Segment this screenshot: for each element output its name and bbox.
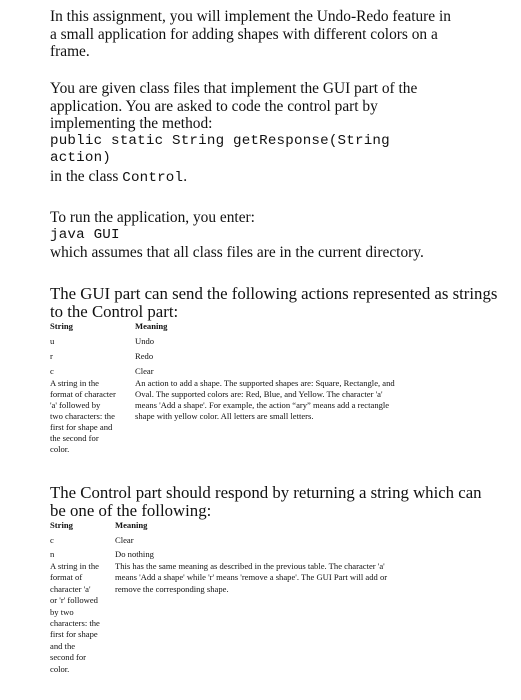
actions-col-meaning: Meaning xyxy=(135,321,168,331)
method-signature-cont: action) xyxy=(50,150,111,166)
desc-line: A string in the xyxy=(50,561,99,571)
responses-col-string: String xyxy=(50,520,73,530)
actions-col-string: String xyxy=(50,321,73,331)
actions-row-meaning: Redo xyxy=(135,351,154,361)
actions-row-string: c xyxy=(50,366,54,376)
intro-line: In this assignment, you will implement the Undo-Redo feature in xyxy=(50,8,451,25)
responses-col-meaning: Meaning xyxy=(115,520,148,530)
desc-line: the second for xyxy=(50,433,99,443)
responses-row-meaning: Do nothing xyxy=(115,549,154,559)
desc-line: or 'r' followed xyxy=(50,595,98,606)
desc-line: first for shape and xyxy=(50,422,113,432)
desc-line: characters: the xyxy=(50,618,100,629)
desc-line: Oval. The supported colors are: Red, Blue, and Yellow. The character 'a' xyxy=(135,389,383,399)
desc-line: and the xyxy=(50,640,76,651)
desc-line: remove the corresponding shape. xyxy=(115,583,229,594)
class-prefix: in the class xyxy=(50,167,123,185)
actions-row-meaning: Clear xyxy=(135,366,154,376)
actions-row-string: u xyxy=(50,336,55,346)
responses-row-string: c xyxy=(50,535,54,545)
desc-line: means 'Add a shape' while 'r' means 'remove a shape'. The GUI Part will add or xyxy=(115,572,388,583)
class-suffix: . xyxy=(183,167,188,185)
run-paragraph xyxy=(50,209,480,262)
intro-line: frame. xyxy=(50,43,90,60)
actions-row-meaning: Undo xyxy=(135,336,155,346)
run-line: To run the application, you enter: xyxy=(50,209,255,226)
desc-line: color. xyxy=(50,663,70,674)
method-signature: public static String getResponse(String xyxy=(50,132,390,149)
responses-row-string: n xyxy=(50,549,55,559)
desc-line: two characters: the xyxy=(50,411,115,421)
desc-line: color. xyxy=(50,444,70,454)
desc-line: shape with yellow color. All letters are small letters. xyxy=(135,411,314,421)
actions-heading-line: to the Control part: xyxy=(50,302,179,321)
class-name: Control xyxy=(122,169,184,186)
desc-line: means 'Add a shape'. For example, the action “ary” means add a rectangle xyxy=(135,400,390,410)
desc-line: first for shape xyxy=(50,629,98,640)
responses-string-desc xyxy=(50,561,100,675)
actions-heading xyxy=(50,284,498,321)
desc-line: by two xyxy=(50,606,74,617)
given-paragraph xyxy=(50,80,480,187)
desc-line: An action to add a shape. The supported shapes are: Square, Rectangle, and xyxy=(135,378,395,388)
intro-line: a small application for adding shapes with different colors on a xyxy=(50,25,438,43)
run-line: which assumes that all class files are in the current directory. xyxy=(50,244,424,261)
desc-line: character 'a' xyxy=(50,583,91,594)
given-line: You are given class files that implement the GUI part of the xyxy=(50,80,418,97)
intro-paragraph xyxy=(50,8,480,61)
responses-heading xyxy=(50,484,490,520)
actions-row-string: r xyxy=(50,351,53,361)
desc-line: This has the same meaning as described in the previous table. The character 'a' xyxy=(115,561,385,571)
responses-heading-line: The Control part should respond by returning a string which can xyxy=(50,483,482,502)
responses-heading-line: be one of the following: xyxy=(50,501,212,520)
desc-line: 'a' followed by xyxy=(50,400,101,410)
class-line xyxy=(50,168,480,188)
desc-line: A string in the xyxy=(50,378,99,388)
desc-line: format of character xyxy=(50,389,116,399)
responses-row-meaning: Clear xyxy=(115,535,134,545)
actions-heading-line: The GUI part can send the following actions represented as strings xyxy=(50,284,498,303)
desc-line: second for xyxy=(50,652,87,663)
actions-string-desc xyxy=(50,378,116,455)
actions-meaning-desc xyxy=(135,378,395,422)
run-command: java GUI xyxy=(50,226,120,243)
responses-meaning-desc xyxy=(115,561,387,595)
given-line: implementing the method: xyxy=(50,115,213,132)
given-line: application. You are asked to code the control part by xyxy=(50,97,378,115)
desc-line: format of xyxy=(50,572,83,583)
